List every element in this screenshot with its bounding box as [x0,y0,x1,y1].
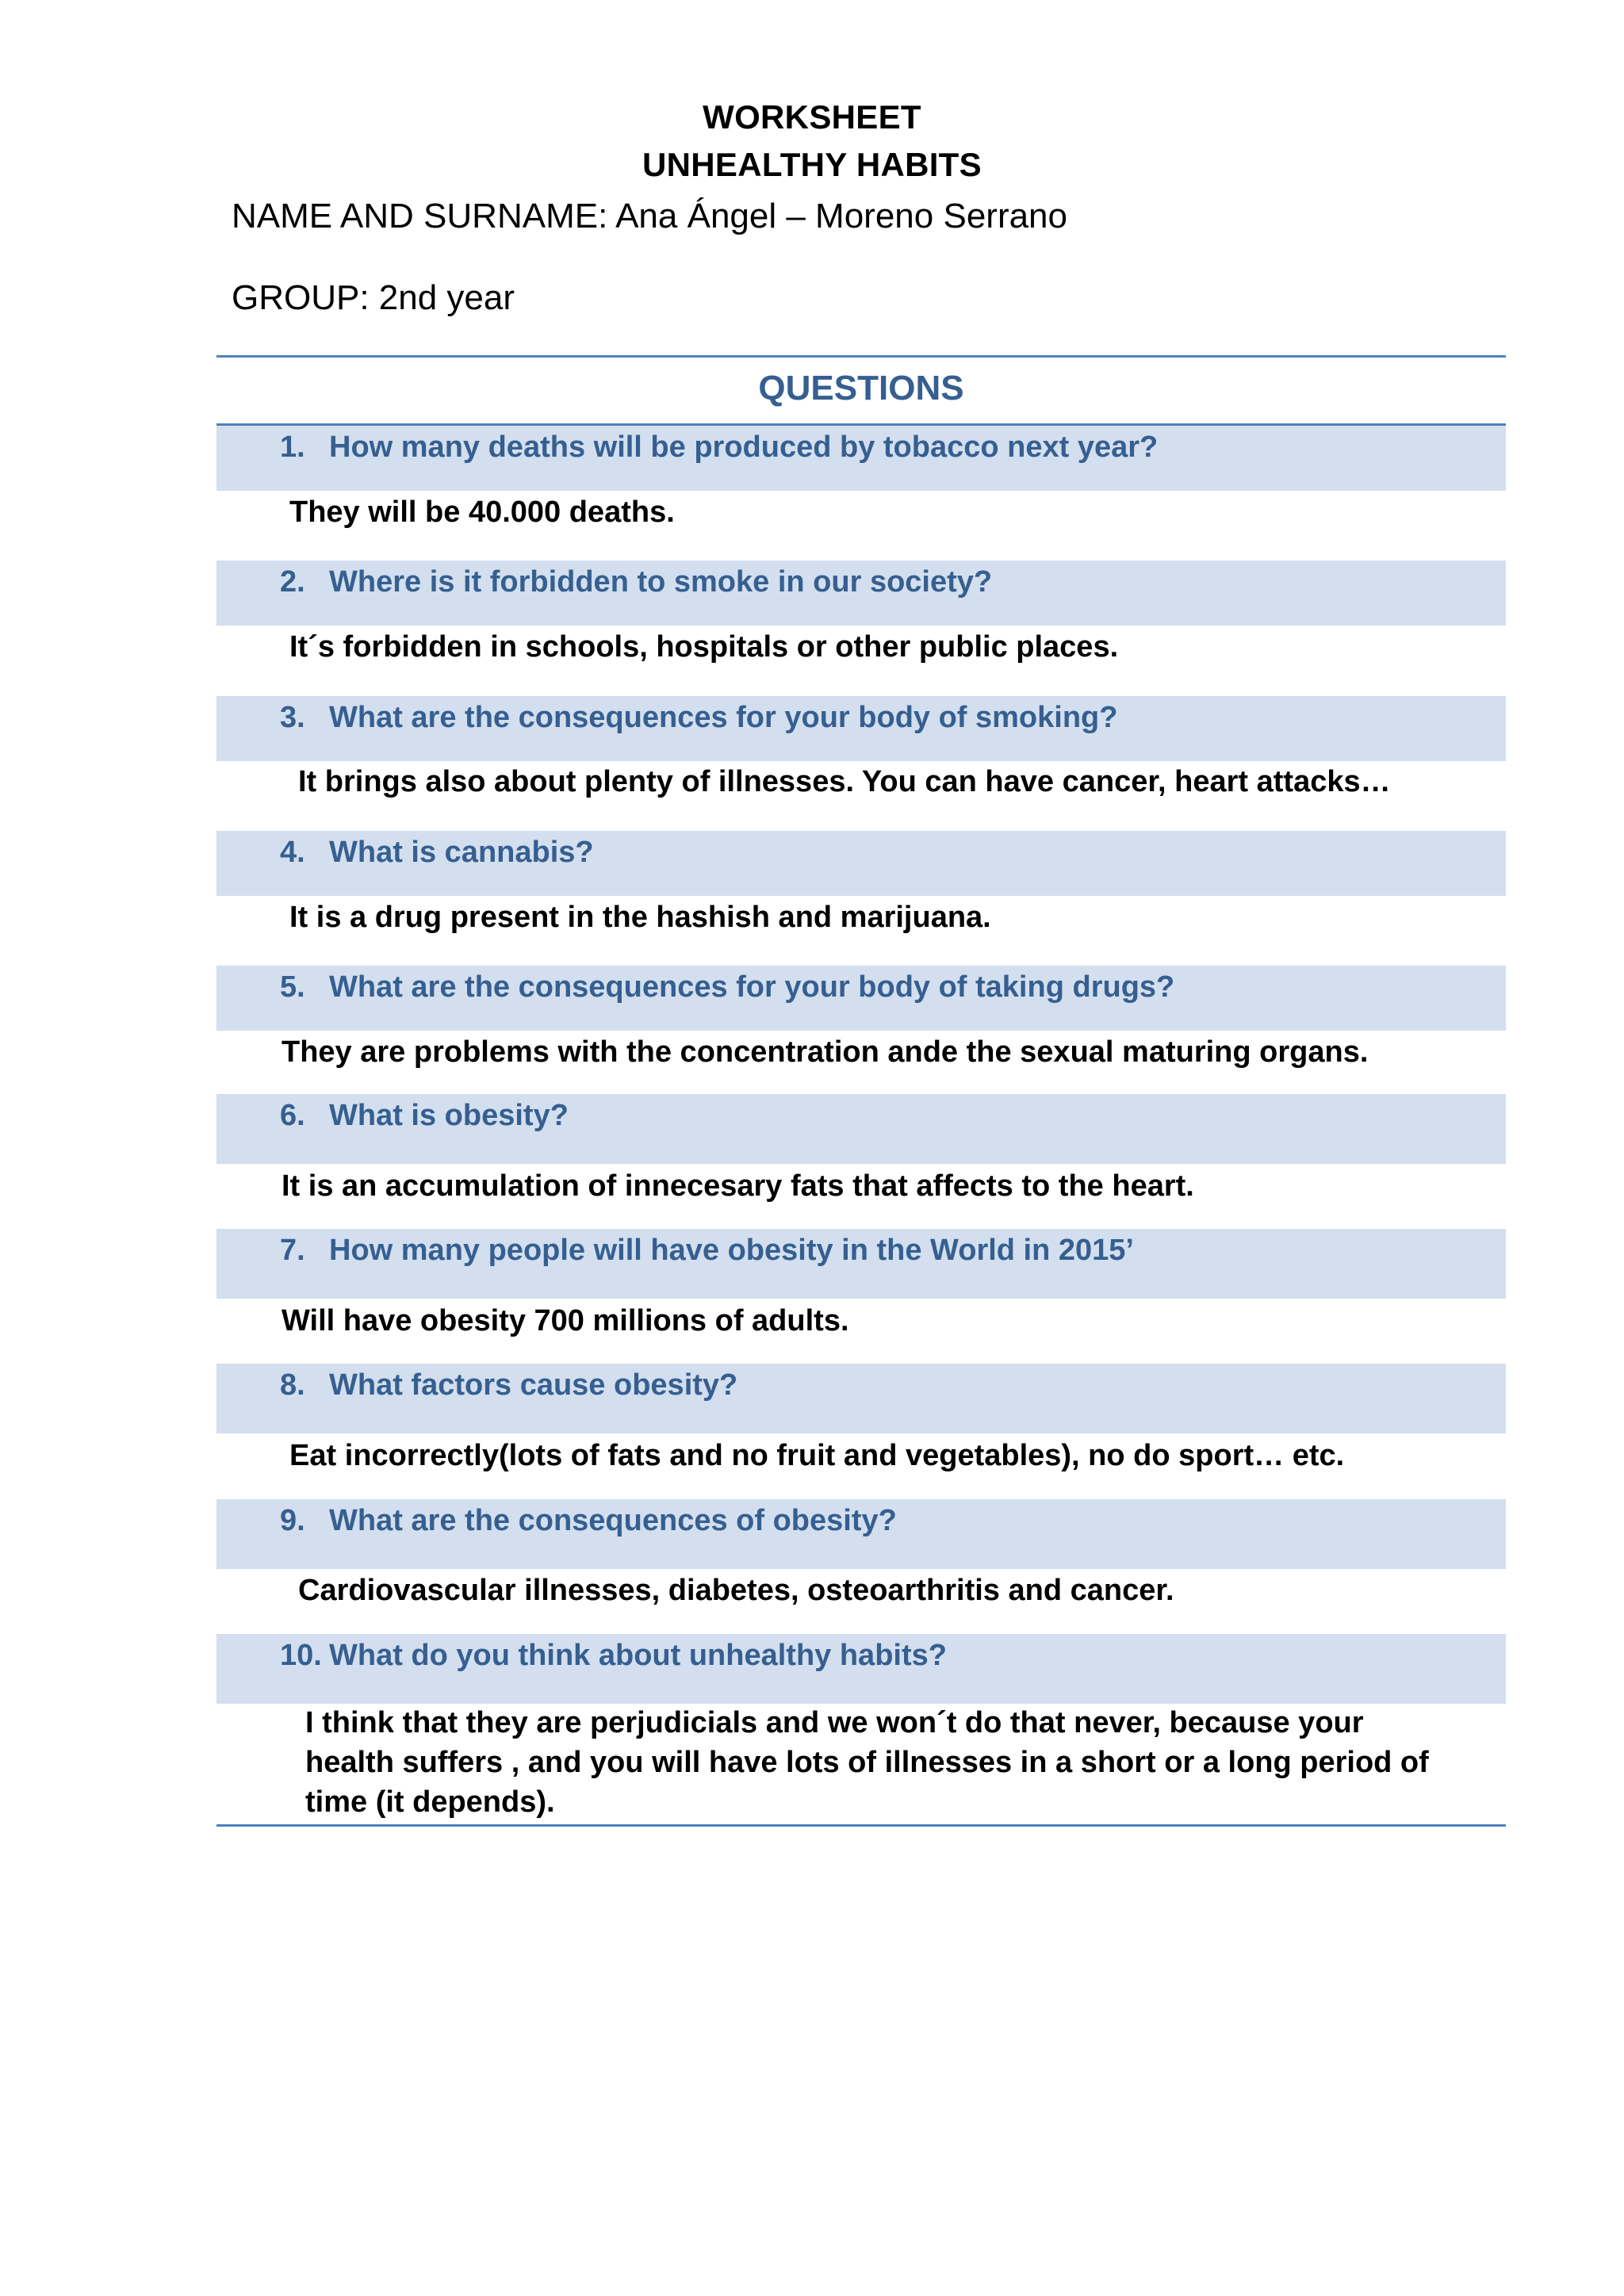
question-number: 4. [280,836,305,869]
question-number: 1. [280,430,305,464]
question-text [280,1229,1134,1272]
question-row [216,966,1506,1031]
questions-table [216,355,1506,1827]
answer-text: I think that they are perjudicials and we won´t do that never, because your health suffers , and you will have lots of illnesses in a short or a long period of time (it depends). [305,1706,1429,1819]
question-row [216,1229,1506,1299]
answer-text: It is a drug present in the hashish and marijuana. [289,901,991,934]
question-text [280,696,1117,739]
question-label: How many people will have obesity in the World in 2015’ [329,1234,1134,1267]
worksheet-subtitle: UNHEALTHY HABITS [642,146,982,183]
question-label: What factors cause obesity? [329,1368,738,1402]
question-text [280,1499,897,1542]
answer-text: They will be 40.000 deaths. [289,496,675,529]
question-number: 2. [280,565,305,599]
question-number: 8. [280,1368,305,1402]
question-number: 5. [280,970,305,1004]
answer-text: It brings also about plenty of illnesses. You can have cancer, heart attacks… [298,765,1391,798]
question-text [280,426,1158,469]
question-label: What is obesity? [329,1099,569,1132]
question-label: Where is it forbidden to smoke in our society? [329,565,993,599]
question-text [280,966,1174,1008]
question-text [280,1364,737,1406]
question-number: 10. [280,1639,322,1672]
question-label: What are the consequences for your body of taking drugs? [329,970,1175,1004]
answer-text: They are problems with the concentration ande the sexual maturing organs. [282,1035,1369,1069]
answer-text: It´s forbidden in schools, hospitals or other public places. [289,630,1119,664]
question-label: What do you think about unhealthy habits? [329,1639,947,1672]
answer-text: Eat incorrectly(lots of fats and no fruit and vegetables), no do sport… etc. [289,1439,1345,1472]
question-text [280,561,992,603]
answer-text: Cardiovascular illnesses, diabetes, osteoarthritis and cancer. [298,1574,1174,1607]
question-text [280,1634,947,1677]
question-label: What are the consequences for your body of smoking? [329,701,1118,734]
question-text [280,831,594,874]
question-number: 6. [280,1099,305,1132]
questions-heading: QUESTIONS [758,369,964,408]
group-line: GROUP: 2nd year [232,278,515,317]
question-row [216,1634,1506,1704]
question-row [216,696,1506,761]
question-number: 3. [280,701,305,734]
question-label: How many deaths will be produced by tobacco next year? [329,430,1159,464]
question-row [216,1499,1506,1569]
question-label: What is cannabis? [329,836,594,869]
question-row [216,561,1506,626]
question-row [216,426,1506,491]
question-number: 9. [280,1504,305,1537]
question-row [216,1094,1506,1164]
answer-text: It is an accumulation of innecesary fats that affects to the heart. [282,1169,1194,1203]
table-bottom-rule [216,1824,1506,1827]
name-surname-line: NAME AND SURNAME: Ana Ángel – Moreno Serrano [232,197,1068,235]
answer-text: Will have obesity 700 millions of adults. [282,1304,849,1337]
worksheet-title: WORKSHEET [703,98,921,136]
question-row [216,831,1506,896]
question-number: 7. [280,1234,305,1267]
question-label: What are the consequences of obesity? [329,1504,897,1537]
question-row [216,1364,1506,1433]
question-text [280,1094,569,1137]
